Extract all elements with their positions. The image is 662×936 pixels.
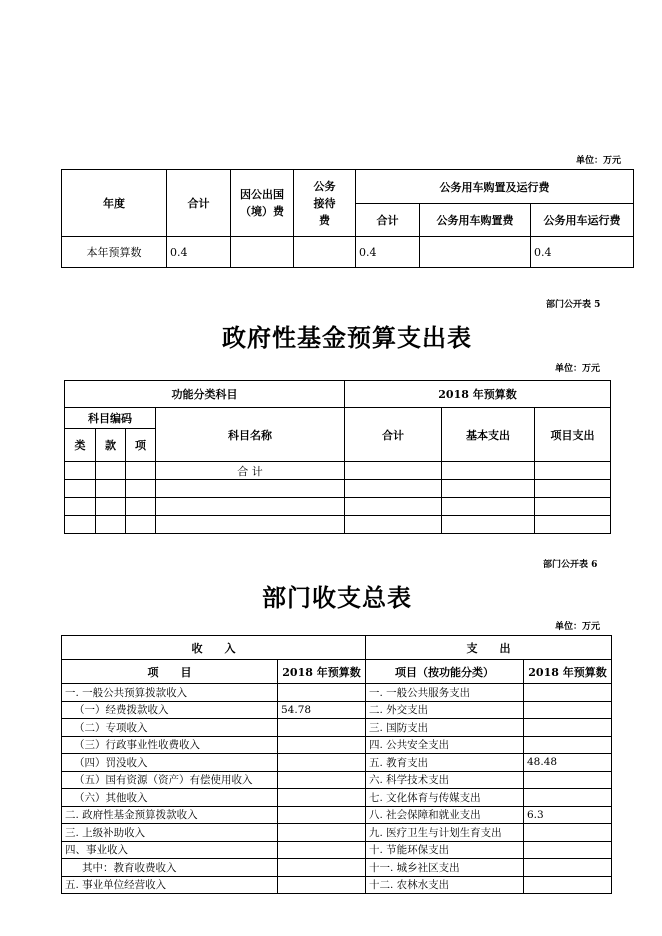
table-row [62,876,612,894]
table-row [62,806,612,824]
col-budget-year-left: 2018 年预算数 [278,660,366,684]
expense-item: 四. 公共安全支出 [366,736,524,754]
table-row [65,516,611,534]
col-lei: 类 [65,429,96,462]
expense-value [524,859,612,877]
col-budget-year-right: 2018 年预算数 [524,660,612,684]
expense-item: 七. 文化体育与传媒支出 [366,789,524,807]
table-row [65,462,611,480]
table-row [62,684,612,702]
expense-item: 五. 教育支出 [366,754,524,772]
summary-rows [62,684,612,894]
cell-reception [294,237,356,268]
expense-item: 一. 一般公共服务支出 [366,684,524,702]
table-row [62,859,612,877]
table-row [62,771,612,789]
expense-value [524,736,612,754]
col-item-func: 项目（按功能分类） [366,660,524,684]
expense-value: 6.3 [524,806,612,824]
income-item: （二）专项收入 [62,719,278,737]
income-item: （三）行政事业性收费收入 [62,736,278,754]
income-value [278,754,366,772]
table3-label: 部门公开表 6 [543,560,598,570]
col-basic: 基本支出 [442,408,535,462]
table-row [62,701,612,719]
income-value [278,859,366,877]
table-row [62,736,612,754]
col-total: 合计 [167,170,231,237]
table2-label: 部门公开表 5 [546,300,601,310]
cell-vehicle-operation: 0.4 [531,237,634,268]
income-expense-summary-table [61,635,612,894]
col-year: 年度 [62,170,167,237]
col-vehicle-operation: 公务用车运行费 [531,204,634,237]
table-row [62,824,612,842]
expense-value [524,771,612,789]
expense-item: 三. 国防支出 [366,719,524,737]
income-item: 一. 一般公共预算拨款收入 [62,684,278,702]
cell-total: 0.4 [167,237,231,268]
income-value [278,824,366,842]
expense-value [524,841,612,859]
col-total: 合计 [345,408,442,462]
expense-item: 十一. 城乡社区支出 [366,859,524,877]
expense-value [524,789,612,807]
income-value [278,736,366,754]
expense-value [524,684,612,702]
expense-value [524,719,612,737]
income-value: 54.78 [278,701,366,719]
col-vehicle-group: 公务用车购置及运行费 [356,170,634,204]
col-xiang: 项 [126,429,156,462]
col-expense: 支 出 [366,636,612,660]
income-item: 三. 上级补助收入 [62,824,278,842]
col-subject-name: 科目名称 [156,408,345,462]
expense-value [524,876,612,894]
table-row [65,498,611,516]
income-item: 四、事业收入 [62,841,278,859]
table-row [65,480,611,498]
table-row [62,841,612,859]
fund-budget-table [64,380,611,534]
col-project: 项目支出 [535,408,611,462]
income-item: 五. 事业单位经营收入 [62,876,278,894]
col-vehicle-total: 合计 [356,204,420,237]
col-code: 科目编码 [65,408,156,429]
col-vehicle-purchase: 公务用车购置费 [420,204,531,237]
col-func-class: 功能分类科目 [65,381,345,408]
table1-unit: 单位：万元 [576,156,622,166]
income-value [278,789,366,807]
col-item: 项 目 [62,660,278,684]
income-item: （四）罚没收入 [62,754,278,772]
table2-title: 政府性基金预算支出表 [222,323,472,352]
col-income: 收 入 [62,636,366,660]
income-item: （五）国有资源（资产）有偿使用收入 [62,771,278,789]
income-item: （一）经费拨款收入 [62,701,278,719]
expense-value: 48.48 [524,754,612,772]
cell-travel-abroad [231,237,294,268]
table3-title: 部门收支总表 [262,583,412,612]
table-row [62,719,612,737]
income-value [278,719,366,737]
income-value [278,806,366,824]
income-value [278,684,366,702]
expense-item: 九. 医疗卫生与计划生育支出 [366,824,524,842]
expense-item: 八. 社会保障和就业支出 [366,806,524,824]
col-budget-year: 2018 年预算数 [345,381,611,408]
income-item: 二. 政府性基金预算拨款收入 [62,806,278,824]
expense-value [524,824,612,842]
total-row-label: 合 计 [156,462,345,480]
income-value [278,841,366,859]
col-kuan: 款 [96,429,126,462]
expense-item: 十. 节能环保支出 [366,841,524,859]
table3-unit: 单位：万元 [555,622,601,632]
expense-item: 十二. 农林水支出 [366,876,524,894]
col-reception: 公务接待费 [294,170,356,237]
income-value [278,771,366,789]
income-item: （六）其他收入 [62,789,278,807]
table-row [62,754,612,772]
table-row [62,789,612,807]
cell-vehicle-purchase [420,237,531,268]
expense-item: 二. 外交支出 [366,701,524,719]
cell-vehicle-total: 0.4 [356,237,420,268]
row-label: 本年预算数 [62,237,167,268]
income-item: 其中：教育收费收入 [62,859,278,877]
table2-unit: 单位：万元 [555,364,601,374]
expense-item: 六. 科学技术支出 [366,771,524,789]
col-travel-abroad: 因公出国（境）费 [231,170,294,237]
vehicle-expense-table [61,169,634,268]
table-row [62,237,634,268]
income-value [278,876,366,894]
expense-value [524,701,612,719]
